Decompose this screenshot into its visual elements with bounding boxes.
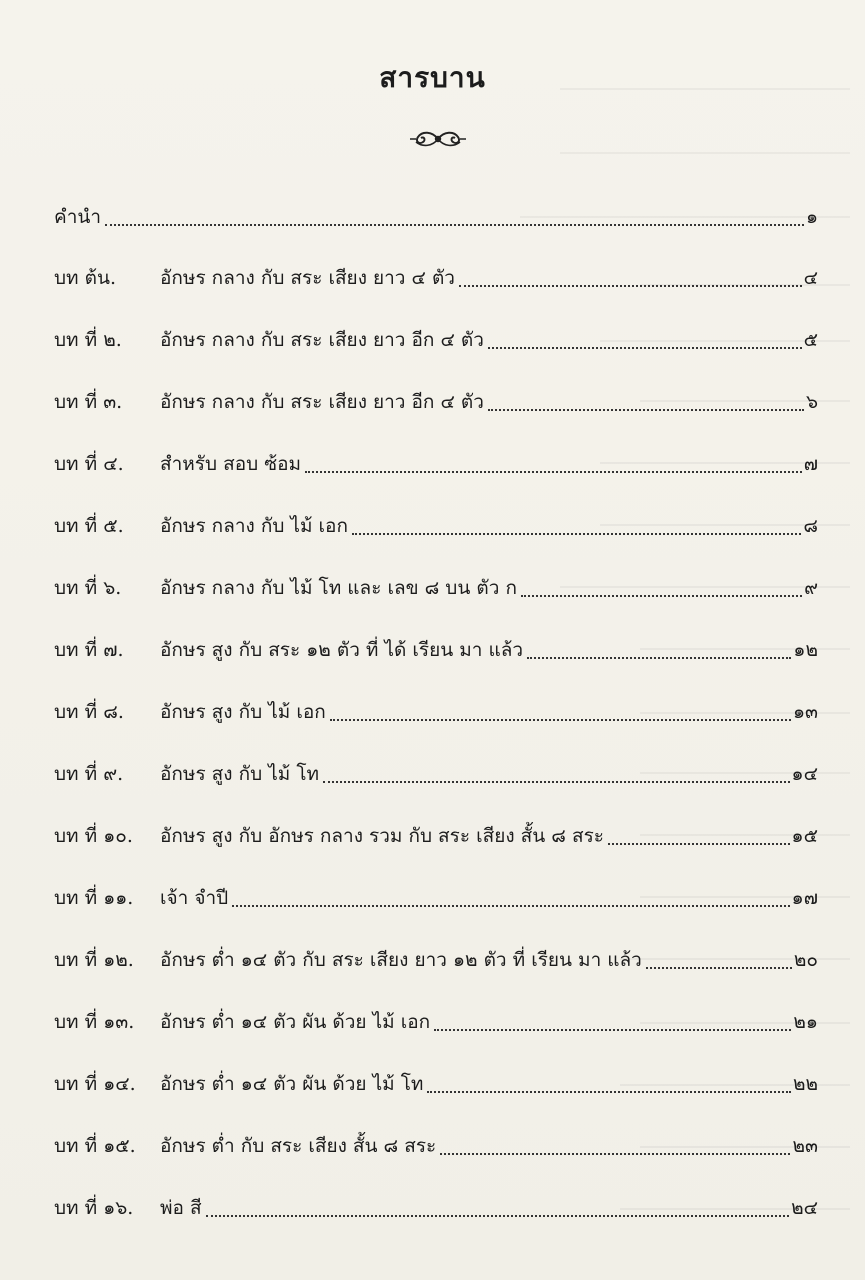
entry-title: อักษร สูง กับ สระ ๑๒ ตัว ที่ ได้ เรียน มา แล้ว — [160, 639, 524, 661]
entry-page-number: ๒๔ — [791, 1197, 818, 1219]
scroll-flourish-icon — [408, 128, 468, 150]
dot-leader — [521, 595, 802, 597]
entry-lesson-label: บท ที่ ๖. — [54, 577, 122, 599]
dot-leader — [105, 224, 804, 226]
dot-leader — [459, 285, 802, 287]
dot-leader — [646, 967, 792, 969]
entry-title: อักษร กลาง กับ สระ เสียง ยาว ๔ ตัว — [160, 267, 455, 289]
entry-lesson-label: บท ที่ ๑๐. — [54, 825, 133, 847]
dot-leader — [323, 781, 789, 783]
entry-title: อักษร กลาง กับ ไม้ เอก — [160, 515, 348, 537]
entry-lesson-label: บท ที่ ๑๑. — [54, 887, 134, 909]
toc-entry[interactable] — [54, 625, 818, 665]
dot-leader — [206, 1215, 790, 1217]
entry-page-number: ๙ — [804, 577, 818, 599]
dot-leader — [330, 719, 791, 721]
dot-leader — [305, 471, 802, 473]
entry-lesson-label: บท ที่ ๘. — [54, 701, 124, 723]
entry-title: เจ้า จำปี — [160, 887, 229, 909]
toc-entry[interactable] — [54, 687, 818, 727]
entry-lesson-label: บท ที่ ๒. — [54, 329, 122, 351]
entry-lesson-label: บท ต้น. — [54, 267, 116, 289]
toc-entry[interactable] — [54, 873, 818, 913]
entry-page-number: ๒๑ — [793, 1011, 818, 1033]
toc-entry[interactable] — [54, 1121, 818, 1161]
entry-title: พ่อ สี — [160, 1197, 202, 1219]
entry-page-number: ๒๒ — [792, 1073, 818, 1095]
dot-leader — [488, 347, 802, 349]
toc-entry-preface[interactable] — [54, 192, 818, 232]
toc-entry[interactable] — [54, 563, 818, 603]
toc-entry[interactable] — [54, 811, 818, 851]
entry-page-number: ๑๕ — [791, 825, 818, 847]
entry-page-number: ๕ — [803, 329, 818, 351]
entry-page-number: ๑๔ — [791, 763, 818, 785]
dot-leader — [488, 409, 804, 411]
toc-entry[interactable] — [54, 1059, 818, 1099]
entry-title: อักษร ต่ำ ๑๔ ตัว กับ สระ เสียง ยาว ๑๒ ตัว ที่ เรียน มา แล้ว — [160, 949, 642, 971]
entry-page-number: ๔ — [803, 267, 818, 289]
entry-page-number: ๘ — [803, 515, 818, 537]
entry-title: อักษร สูง กับ อักษร กลาง รวม กับ สระ เสียง สั้น ๘ สระ — [160, 825, 604, 847]
entry-lesson-label: บท ที่ ๑๕. — [54, 1135, 136, 1157]
dot-leader — [608, 843, 790, 845]
entry-page-number: ๑๓ — [792, 701, 818, 723]
toc-entry[interactable] — [54, 315, 818, 355]
entry-title: อักษร กลาง กับ ไม้ โท และ เลข ๘ บน ตัว ก — [160, 577, 517, 599]
entry-page-number: ๒๐ — [793, 949, 818, 971]
entry-title: อักษร สูง กับ ไม้ เอก — [160, 701, 326, 723]
dot-leader — [232, 905, 789, 907]
entry-lesson-label: บท ที่ ๓. — [54, 391, 123, 413]
entry-lesson-label: บท ที่ ๙. — [54, 763, 124, 785]
entry-title: อักษร ต่ำ ๑๔ ตัว ผัน ด้วย ไม้ เอก — [160, 1011, 431, 1033]
toc-entry[interactable] — [54, 935, 818, 975]
toc-entry[interactable] — [54, 749, 818, 789]
entry-lesson-label: บท ที่ ๗. — [54, 639, 124, 661]
entry-title: อักษร ต่ำ กับ สระ เสียง สั้น ๘ สระ — [160, 1135, 437, 1157]
entry-title: สำหรับ สอบ ซ้อม — [160, 453, 302, 475]
entry-page-number: ๑ — [805, 206, 818, 228]
entry-lesson-label: บท ที่ ๑๖. — [54, 1197, 134, 1219]
toc-entry[interactable] — [54, 997, 818, 1037]
entry-title: คำนำ — [54, 206, 102, 228]
entry-title: อักษร กลาง กับ สระ เสียง ยาว อีก ๔ ตัว — [160, 329, 484, 351]
entry-page-number: ๖ — [805, 391, 818, 413]
dot-leader — [352, 533, 801, 535]
entry-title: อักษร ต่ำ ๑๔ ตัว ผัน ด้วย ไม้ โท — [160, 1073, 424, 1095]
entry-page-number: ๒๓ — [792, 1135, 818, 1157]
dot-leader — [427, 1091, 790, 1093]
entry-lesson-label: บท ที่ ๔. — [54, 453, 124, 475]
toc-entry[interactable] — [54, 501, 818, 541]
entry-lesson-label: บท ที่ ๑๒. — [54, 949, 134, 971]
dot-leader — [440, 1153, 790, 1155]
entry-page-number: ๑๗ — [791, 887, 818, 909]
dot-leader — [434, 1029, 791, 1031]
toc-entry[interactable] — [54, 377, 818, 417]
toc-entry[interactable] — [54, 439, 818, 479]
entry-lesson-label: บท ที่ ๑๓. — [54, 1011, 135, 1033]
toc-entry[interactable] — [54, 253, 818, 293]
entry-lesson-label: บท ที่ ๑๔. — [54, 1073, 136, 1095]
dot-leader — [527, 657, 791, 659]
entry-page-number: ๗ — [803, 453, 818, 475]
entry-title: อักษร กลาง กับ สระ เสียง ยาว อีก ๔ ตัว — [160, 391, 484, 413]
toc-entry[interactable] — [54, 1183, 818, 1223]
entry-title: อักษร สูง กับ ไม้ โท — [160, 763, 320, 785]
entry-page-number: ๑๒ — [793, 639, 818, 661]
page-title: สารบาน — [379, 61, 486, 94]
entry-lesson-label: บท ที่ ๕. — [54, 515, 124, 537]
